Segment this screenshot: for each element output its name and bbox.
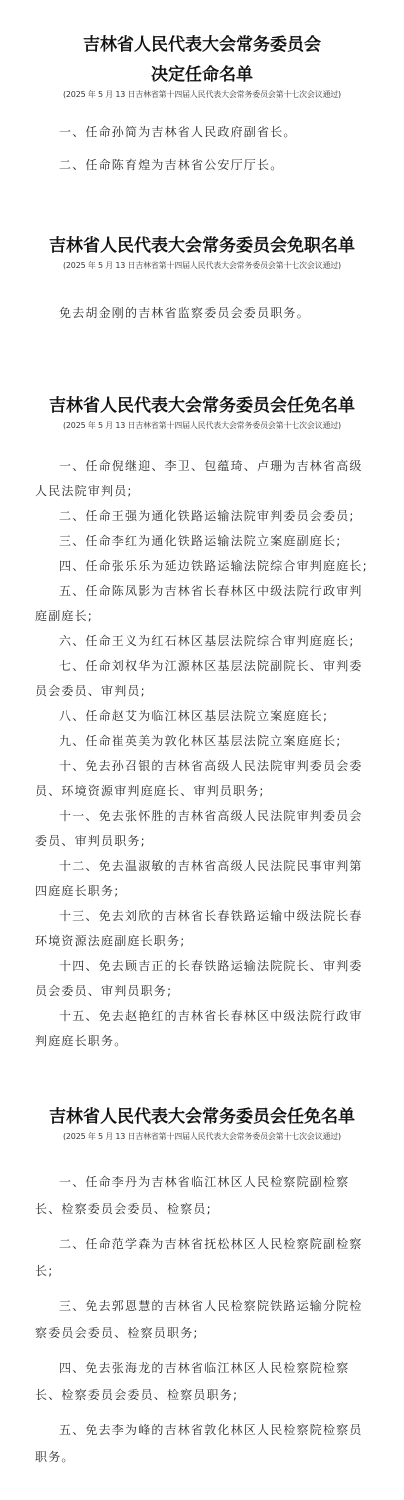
item-list [35,1169,371,1479]
list-item: 一、任命倪继迎、李卫、包蕴琦、卢珊为吉林省高级人民法院审判员; [35,459,363,498]
section-court-appointments [0,394,404,1048]
section-procuratorate-appointments [0,1105,404,1464]
item-list [35,454,371,1054]
section-note: (2025 年 5 月 13 日吉林省第十四届人民代表大会常务委员会第十七次会议通过) [63,261,341,270]
list-item: 七、任命刘权华为江源林区基层法院副院长、审判委员会委员、审判员; [35,659,363,698]
list-item: 四、任命张乐乐为延边铁路运输法院综合审判庭庭长; [59,559,368,573]
list-item: 二、任命范学森为吉林省抚松林区人民检察院副检察长; [35,1237,363,1278]
section-note: (2025 年 5 月 13 日吉林省第十四届人民代表大会常务委员会第十七次会议通过) [63,421,341,430]
list-item: 五、免去李为峰的吉林省敦化林区人民检察院检察员职务。 [35,1423,363,1464]
list-item: 三、任命李红为通化铁路运输法院立案庭副庭长; [59,534,342,548]
list-item: 十三、免去刘欣的吉林省长春铁路运输中级法院长春环境资源法庭副庭长职务; [35,909,363,948]
list-item: 免去胡金刚的吉林省监察委员会委员职务。 [59,306,310,320]
list-item: 十二、免去温淑敏的吉林省高级人民法院民事审判第四庭庭长职务; [35,859,363,898]
section-title-line-2: 决定任命名单 [151,65,253,85]
list-item: 一、任命李丹为吉林省临江林区人民检察院副检察长、检察委员会委员、检察员; [35,1175,350,1216]
section-title: 吉林省人民代表大会常务委员会任免名单 [49,396,355,416]
list-item: 三、免去郭恩慧的吉林省人民检察院铁路运输分院检察委员会委员、检察员职务; [35,1299,363,1340]
list-item: 八、任命赵艾为临江林区基层法院立案庭庭长; [59,709,329,723]
list-item: 十四、免去顾吉正的长春铁路运输法院院长、审判委员会委员、审判员职务; [35,959,363,998]
list-item: 十五、免去赵艳红的吉林省长春林区中级法院行政审判庭庭长职务。 [35,1009,363,1048]
list-item: 六、任命王义为红石林区基层法院综合审判庭庭长; [59,634,355,648]
section-removal [0,234,404,320]
item-list [35,121,371,187]
section-title: 吉林省人民代表大会常务委员会免职名单 [49,236,355,256]
section-note: (2025 年 5 月 13 日吉林省第十四届人民代表大会常务委员会第十七次会议通过) [63,90,341,99]
item-list [35,302,371,335]
list-item: 二、任命王强为通化铁路运输法院审判委员会委员; [59,509,355,523]
list-item: 五、任命陈凤影为吉林省长春林区中级法院行政审判庭副庭长; [35,584,363,623]
list-item: 四、免去张海龙的吉林省临江林区人民检察院检察长、检察委员会委员、检察员职务; [35,1361,350,1402]
list-item: 十、免去孙召银的吉林省高级人民法院审判委员会委员、环境资源审判庭庭长、审判员职务; [35,759,363,798]
section-appointment [0,33,404,172]
section-title: 吉林省人民代表大会常务委员会 [83,35,321,55]
list-item: 二、任命陈育煌为吉林省公安厅厅长。 [59,158,284,172]
list-item: 一、任命孙简为吉林省人民政府副省长。 [59,125,297,139]
list-item: 十一、免去张怀胜的吉林省高级人民法院审判委员会委员、审判员职务; [35,809,363,848]
list-item: 九、任命崔英美为敦化林区基层法院立案庭庭长; [59,734,342,748]
section-note: (2025 年 5 月 13 日吉林省第十四届人民代表大会常务委员会第十七次会议通过) [63,1132,341,1141]
section-title: 吉林省人民代表大会常务委员会任免名单 [49,1107,355,1127]
